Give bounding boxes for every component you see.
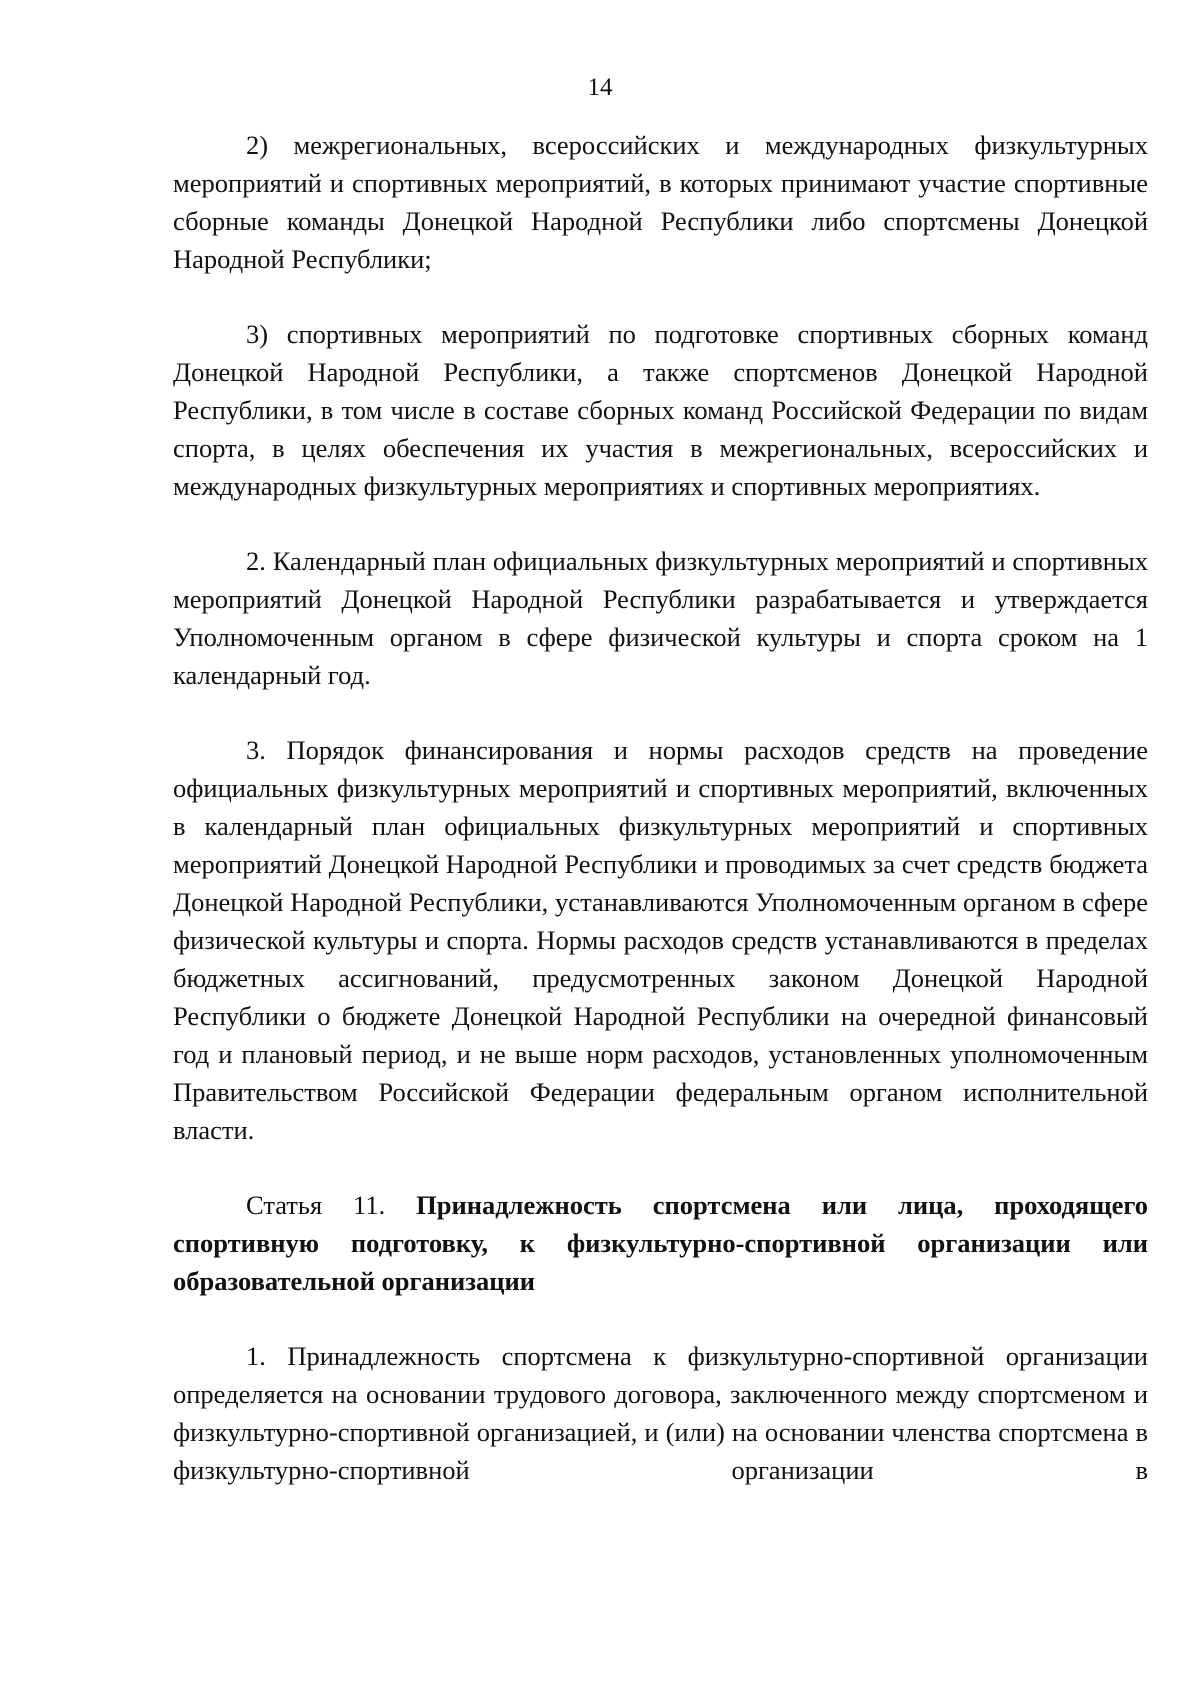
paragraph-part-3: 3. Порядок финансирования и нормы расходов средств на проведение официальных физкультурных мероприятий и спортивных мероприятий, включенных в календарный план официальных физкультурных мероприятий и спортивных мероприятий Донецкой Народной Республики и проводимых за счет средств бюджета Донецкой Народной Республики, устанавливаются Уполномоченным органом в сфере физической культуры и спорта. Нормы расходов средств устанавливаются в пределах бюджетных ассигнований, предусмотренных законом Донецкой Народной Республики о бюджете Донецкой Народной Республики на очередной финансовый год и плановый период, и не выше норм расходов, установленных уполномоченным Правительством Российской Федерации федеральным органом исполнительной власти. <box>173 735 1148 1145</box>
paragraph-item-2: 2) межрегиональных, всероссийских и международных физкультурных мероприятий и спортивных мероприятий, в которых принимают участие спортивные сборные команды Донецкой Народной Республики либо спортсмены Донецкой Народной Республики; <box>173 130 1148 274</box>
paragraph-part-2: 2. Календарный план официальных физкультурных мероприятий и спортивных мероприятий Донецкой Народной Республики разрабатывается и утверждается Уполномоченным органом в сфере физической культуры и спорта сроком на 1 календарный год. <box>173 546 1148 690</box>
paragraph-item-3: 3) спортивных мероприятий по подготовке спортивных сборных команд Донецкой Народной Республики, а также спортсменов Донецкой Народной Республики, в том числе в составе сборных команд Российской Федерации по видам спорта, в целях обеспечения их участия в межрегиональных, всероссийских и международных физкультурных мероприятиях и спортивных мероприятиях. <box>173 319 1148 501</box>
article-heading <box>173 1186 1148 1300</box>
page-number: 14 <box>587 74 613 101</box>
document-body <box>173 126 1148 1489</box>
article-title: Принадлежность спортсмена или лица, проходящего спортивную подготовку, к физкультурно-спортивной организации или образовательной организации <box>173 1190 1149 1296</box>
article-label: Статья 11. <box>246 1190 417 1220</box>
paragraph-article-11-part-1: 1. Принадлежность спортсмена к физкультурно-спортивной организации определяется на основании трудового договора, заключенного между спортсменом и физкультурно-спортивной организацией, и (или) на основании членства спортсмена в физкультурно-спортивной организации в <box>173 1341 1148 1485</box>
